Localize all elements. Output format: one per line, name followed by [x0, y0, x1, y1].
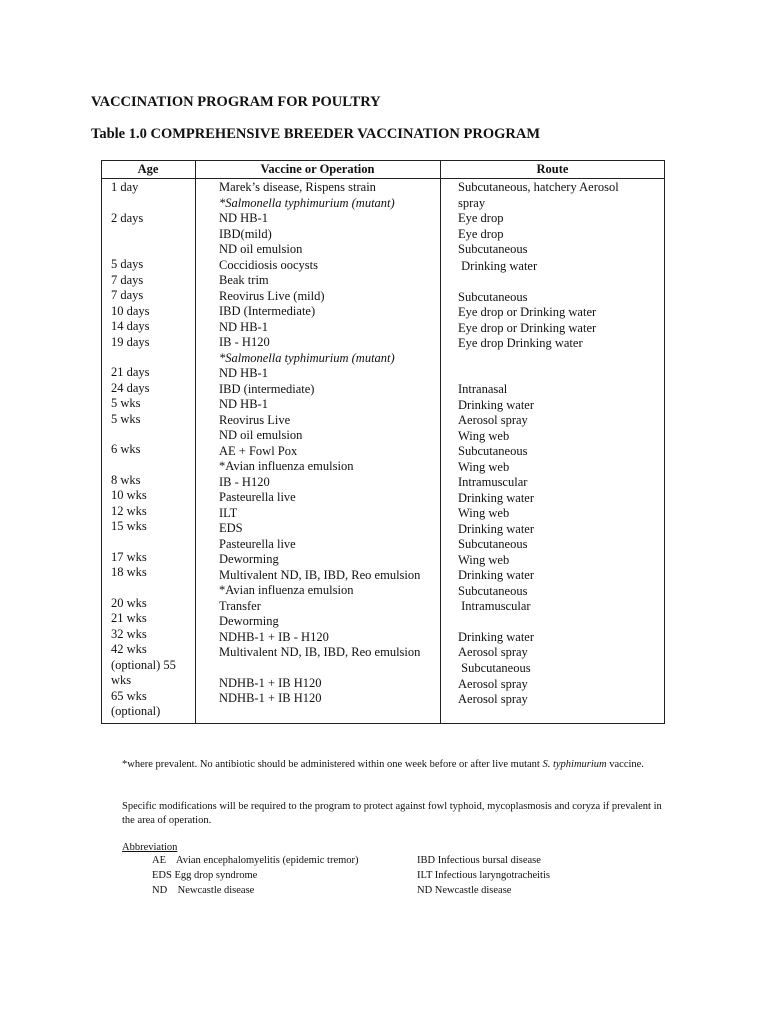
age-cell: 8 wks	[111, 473, 141, 487]
vaccine-cell: ND HB-1	[219, 397, 268, 411]
age-cell: 6 wks	[111, 442, 141, 456]
vaccine-cell: Multivalent ND, IB, IBD, Reo emulsion	[219, 568, 421, 582]
route-cell: Eye drop	[458, 211, 504, 225]
age-cell: 21 wks	[111, 611, 147, 625]
vaccine-cell: ND oil emulsion	[219, 428, 303, 442]
vaccine-cell: AE + Fowl Pox	[219, 444, 298, 458]
route-cell: Aerosol spray	[458, 692, 528, 706]
age-cell: 18 wks	[111, 565, 147, 579]
header-age: Age	[137, 162, 159, 176]
footnote-species: S. typhimurium	[542, 759, 607, 770]
age-cell: 65 wks	[111, 689, 147, 703]
route-cell: Subcutaneous	[458, 242, 528, 256]
vaccine-cell	[219, 196, 395, 211]
route-cell: Subcutaneous, hatchery Aerosol	[458, 180, 619, 194]
vaccine-cell: Reovirus Live	[219, 413, 291, 427]
age-cell: 24 days	[111, 381, 150, 395]
age-cell: wks	[111, 673, 132, 687]
age-cell: 5 days	[111, 257, 144, 271]
vaccine-cell: Coccidiosis oocysts	[219, 258, 318, 272]
abbreviation-item: AE Avian encephalomyelitis (epidemic tremor)	[152, 855, 359, 866]
vaccine-cell: IBD (Intermediate)	[219, 304, 316, 318]
vaccine-cell-italic: *Salmonella typhimurium (mutant)	[219, 351, 395, 365]
vaccine-cell: IB - H120	[219, 335, 270, 349]
route-cell: Subcutaneous	[458, 290, 528, 304]
age-cell: 2 days	[111, 211, 144, 225]
route-cell: Eye drop or Drinking water	[458, 305, 597, 319]
route-cell: Drinking water	[458, 491, 535, 505]
age-cell: (optional) 55	[111, 658, 176, 672]
vaccine-cell: Reovirus Live (mild)	[219, 289, 325, 303]
vaccine-cell: Deworming	[219, 614, 279, 628]
route-cell: Drinking water	[458, 259, 538, 273]
header-route: Route	[536, 162, 569, 176]
vaccine-cell: IBD (intermediate)	[219, 382, 315, 396]
age-cell: 5 wks	[111, 412, 141, 426]
age-cell: 7 days	[111, 273, 144, 287]
footnote-text-end: vaccine.	[606, 759, 644, 770]
age-cell: 32 wks	[111, 627, 147, 641]
age-cell: 1 day	[111, 180, 139, 194]
vaccine-cell: ND HB-1	[219, 320, 268, 334]
age-cell: 12 wks	[111, 504, 147, 518]
age-cell: 15 wks	[111, 519, 147, 533]
vaccine-cell: ILT	[219, 506, 238, 520]
abbreviation-item: ILT Infectious laryngotracheitis	[417, 870, 550, 881]
route-cell: Aerosol spray	[458, 413, 528, 427]
route-cell: Wing web	[458, 460, 510, 474]
route-cell: Wing web	[458, 553, 510, 567]
modification-note: Specific modifications will be required to the program to protect against fowl typhoid, mycoplasmosis and coryza if prevalent in the area of operation.	[122, 801, 662, 826]
age-cell: 17 wks	[111, 550, 147, 564]
age-cell: (optional)	[111, 704, 161, 718]
age-cell: 10 wks	[111, 488, 147, 502]
route-cell: Aerosol spray	[458, 677, 528, 691]
route-cell: Subcutaneous	[458, 661, 531, 675]
table-column-divider	[195, 160, 196, 724]
route-cell: Intranasal	[458, 382, 508, 396]
vaccine-cell: NDHB-1 + IB H120	[219, 691, 322, 705]
vaccine-cell: Transfer	[219, 599, 261, 613]
vaccine-cell: Marek’s disease, Rispens strain	[219, 180, 376, 194]
route-cell: Eye drop Drinking water	[458, 336, 583, 350]
vaccine-cell: Beak trim	[219, 273, 269, 287]
route-cell: spray	[458, 196, 486, 210]
abbreviation-item: IBD Infectious bursal disease	[417, 855, 541, 866]
route-cell: Subcutaneous	[458, 537, 528, 551]
age-cell: 5 wks	[111, 396, 141, 410]
vaccine-cell: EDS	[219, 521, 243, 535]
age-cell: 42 wks	[111, 642, 147, 656]
header-vaccine: Vaccine or Operation	[260, 162, 375, 176]
route-cell: Wing web	[458, 429, 510, 443]
route-cell: Drinking water	[458, 630, 535, 644]
route-cell: Wing web	[458, 506, 510, 520]
route-cell: Drinking water	[458, 568, 535, 582]
age-cell: 20 wks	[111, 596, 147, 610]
vaccine-cell: Multivalent ND, IB, IBD, Reo emulsion	[219, 645, 421, 659]
route-cell: Aerosol spray	[458, 645, 528, 659]
abbreviation-item: EDS Egg drop syndrome	[152, 870, 258, 881]
route-cell: Drinking water	[458, 398, 535, 412]
route-cell: Subcutaneous	[458, 584, 528, 598]
abbreviation-item: ND Newcastle disease	[152, 885, 255, 896]
age-cell: 19 days	[111, 335, 150, 349]
table-title: Table 1.0 COMPREHENSIVE BREEDER VACCINATION PROGRAM	[91, 126, 541, 142]
vaccine-cell: Pasteurella live	[219, 537, 296, 551]
page-title: VACCINATION PROGRAM FOR POULTRY	[91, 94, 381, 110]
age-cell: 21 days	[111, 365, 150, 379]
table-column-divider	[440, 160, 441, 724]
vaccine-cell: ND HB-1	[219, 366, 268, 380]
footnote-text: *where prevalent. No antibiotic should be administered within one week before or after live mutant	[122, 759, 543, 770]
vaccine-cell: Pasteurella live	[219, 490, 296, 504]
vaccine-cell	[219, 351, 395, 366]
vaccine-cell: NDHB-1 + IB - H120	[219, 630, 329, 644]
abbreviation-heading: Abbreviation	[122, 842, 178, 853]
route-cell: Subcutaneous	[458, 444, 528, 458]
vaccine-cell: NDHB-1 + IB H120	[219, 676, 322, 690]
age-cell: 7 days	[111, 288, 144, 302]
age-cell: 14 days	[111, 319, 150, 333]
vaccine-cell: IB - H120	[219, 475, 270, 489]
route-cell: Intramuscular	[458, 599, 531, 613]
footnote	[122, 758, 662, 772]
vaccine-cell: IBD(mild)	[219, 227, 272, 241]
route-cell: Eye drop	[458, 227, 504, 241]
age-cell: 10 days	[111, 304, 150, 318]
vaccination-table	[101, 160, 665, 724]
route-cell: Eye drop or Drinking water	[458, 321, 597, 335]
vaccine-cell: *Avian influenza emulsion	[219, 583, 354, 597]
vaccine-cell-italic: *Salmonella typhimurium (mutant)	[219, 196, 395, 210]
table-header-divider	[101, 178, 665, 179]
vaccine-cell: Deworming	[219, 552, 279, 566]
route-cell: Drinking water	[458, 522, 535, 536]
vaccine-cell: *Avian influenza emulsion	[219, 459, 354, 473]
route-cell: Intramuscular	[458, 475, 528, 489]
vaccine-cell: ND oil emulsion	[219, 242, 303, 256]
vaccine-cell: ND HB-1	[219, 211, 268, 225]
abbreviation-item: ND Newcastle disease	[417, 885, 512, 896]
